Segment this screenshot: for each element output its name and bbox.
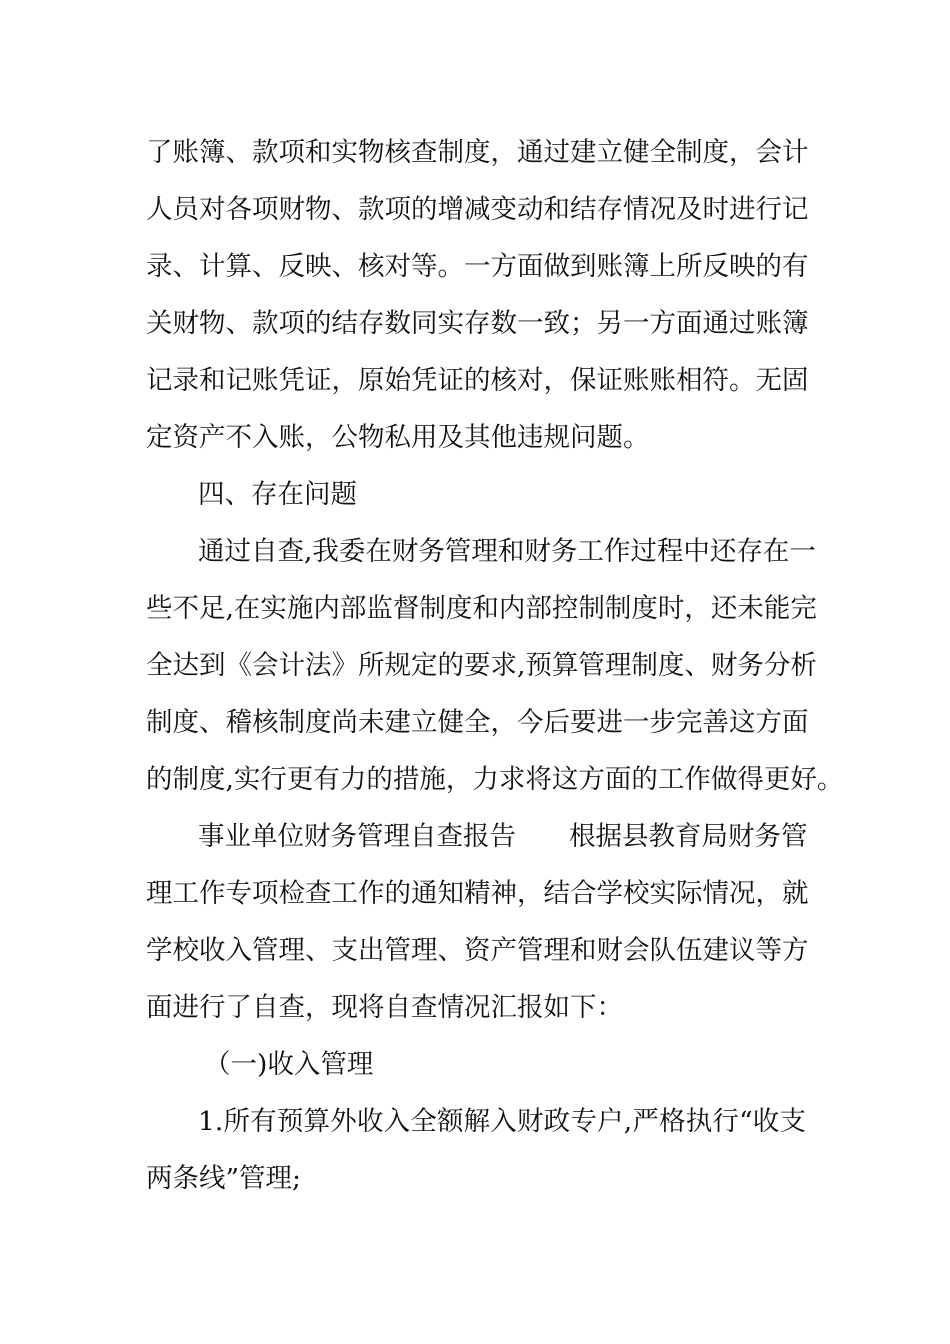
text-line: 制度、稽核制度尚未建立健全，今后要进一步完善这方面 bbox=[146, 707, 809, 738]
text-line: 录、计算、反映、核对等。一方面做到账簿上所反映的有 bbox=[146, 251, 809, 282]
text-line: 人员对各项财物、款项的增减变动和结存情况及时进行记 bbox=[146, 194, 809, 225]
text-line: 通过自查,我委在财务管理和财务工作过程中还存在一 bbox=[198, 536, 816, 567]
text-line: 定资产不入账，公物私用及其他违规问题。 bbox=[146, 422, 650, 453]
text-line: 面进行了自查，现将自查情况汇报如下： bbox=[146, 992, 623, 1023]
text-line: 事业单位财务管理自查报告 根据县教育局财务管 bbox=[198, 821, 808, 852]
text-line: 的制度,实行更有力的措施，力求将这方面的工作做得更好。 bbox=[146, 764, 844, 795]
text-line: 了账簿、款项和实物核查制度，通过建立健全制度，会计 bbox=[146, 137, 809, 168]
section-heading: 四、存在问题 bbox=[198, 479, 357, 510]
text-line: 些不足,在实施内部监督制度和内部控制制度时，还未能完 bbox=[146, 593, 817, 624]
text-line: 学校收入管理、支出管理、资产管理和财会队伍建议等方 bbox=[146, 935, 809, 966]
subsection-heading: （一)收入管理 bbox=[204, 1049, 374, 1080]
text-line: 记录和记账凭证，原始凭证的核对，保证账账相符。无固 bbox=[146, 365, 809, 396]
text-line: 全达到《会计法》所规定的要求,预算管理制度、财务分析 bbox=[146, 650, 817, 681]
text-line: 1.所有预算外收入全额解入财政专户,严格执行“收支 bbox=[198, 1106, 806, 1137]
text-line: 两条线”管理; bbox=[146, 1163, 301, 1194]
text-line: 关财物、款项的结存数同实存数一致；另一方面通过账簿 bbox=[146, 308, 809, 339]
text-line: 理工作专项检查工作的通知精神，结合学校实际情况，就 bbox=[146, 878, 809, 909]
